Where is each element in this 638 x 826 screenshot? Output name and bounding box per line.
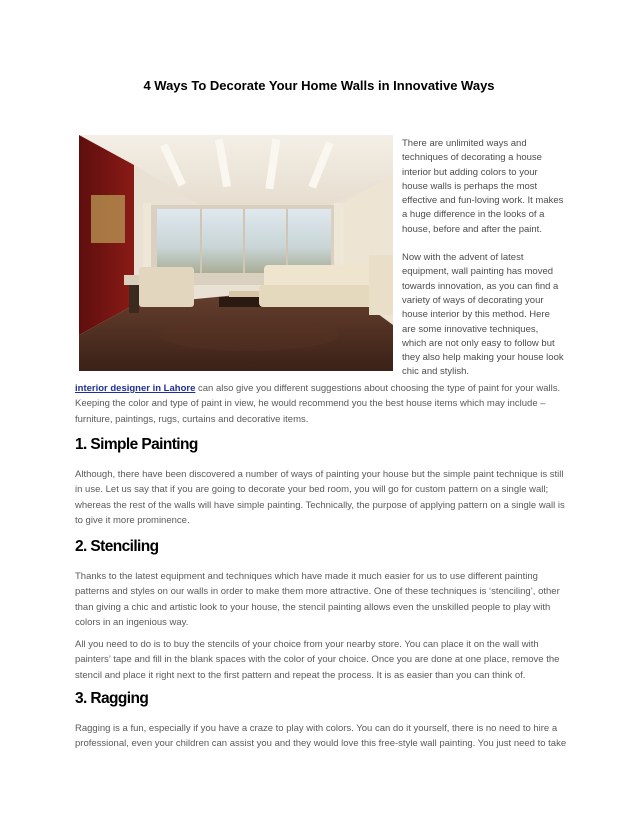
section-paragraph: Thanks to the latest equipment and techniques which have made it much easier for us to use different painting patterns and styles on our walls in order to make them more attractive. One of these techniques is ‘stenciling’, other than giving a chic and artistic look to your house, the stencil painting allows even the unskilled people to play with colors in an ingenious way. <box>75 571 560 628</box>
stenciling-body <box>75 569 567 630</box>
intro-paragraph <box>75 381 567 427</box>
intro-text: can also give you different suggestions about choosing the type of paint for your walls. Keeping the color and type of paint in view, he would recommend you the best house items which may include – furniture, paintings, rugs, curtains and decorative items. <box>75 383 561 425</box>
section-paragraph: Ragging is a fun, especially if you have a craze to play with colors. You can do it yourself, there is no need to hire a professional, even your children can assist you and they would love this free-style wall painting. You just need to take <box>75 723 567 750</box>
simple-painting-body <box>75 467 567 528</box>
interior-designer-link[interactable]: interior designer in Lahore <box>75 383 196 394</box>
living-room-illustration <box>79 135 393 371</box>
intro-side-column <box>402 137 564 394</box>
living-room-photo <box>79 135 393 371</box>
side-paragraph-1: There are unlimited ways and techniques of decorating a house interior but adding colors to your house walls is perhaps the most effective and fun-loving work. It makes a huge difference in the looks of a house, before and after the paint. <box>402 138 564 235</box>
section-paragraph: All you need to do is to buy the stencils of your choice from your nearby store. You can place it on the wall with painters’ tape and fill in the blank spaces with the color of your choice. Once you are done at one place, remove the stencil and place it right next to the first pattern and repeat the process. It is as easier than you can think of. <box>75 639 560 681</box>
ragging-body <box>75 721 567 752</box>
side-paragraph-2: Now with the advent of latest equipment, wall painting has moved towards innovation, as you can find a variety of ways of decorating your house interior by this method. Here are some innovative techniques, which are not only easy to follow but they also help making your house look chic and stylish. <box>402 252 564 378</box>
stenciling-body-2 <box>75 637 567 683</box>
section-paragraph: Although, there have been discovered a number of ways of painting your house but the simple paint technique is still in use. Let us say that if you are going to decorate your bed room, you will go for custom pattern on a single wall; whereas the rest of the walls will have simple painting. Technically, the purpose of applying pattern on a single wall is to give it more prominence. <box>75 469 565 526</box>
heading-ragging: 3. Ragging <box>75 690 149 707</box>
page-title: 4 Ways To Decorate Your Home Walls in Innovative Ways <box>143 78 495 93</box>
heading-stenciling: 2. Stenciling <box>75 538 159 555</box>
heading-simple-painting: 1. Simple Painting <box>75 436 198 453</box>
